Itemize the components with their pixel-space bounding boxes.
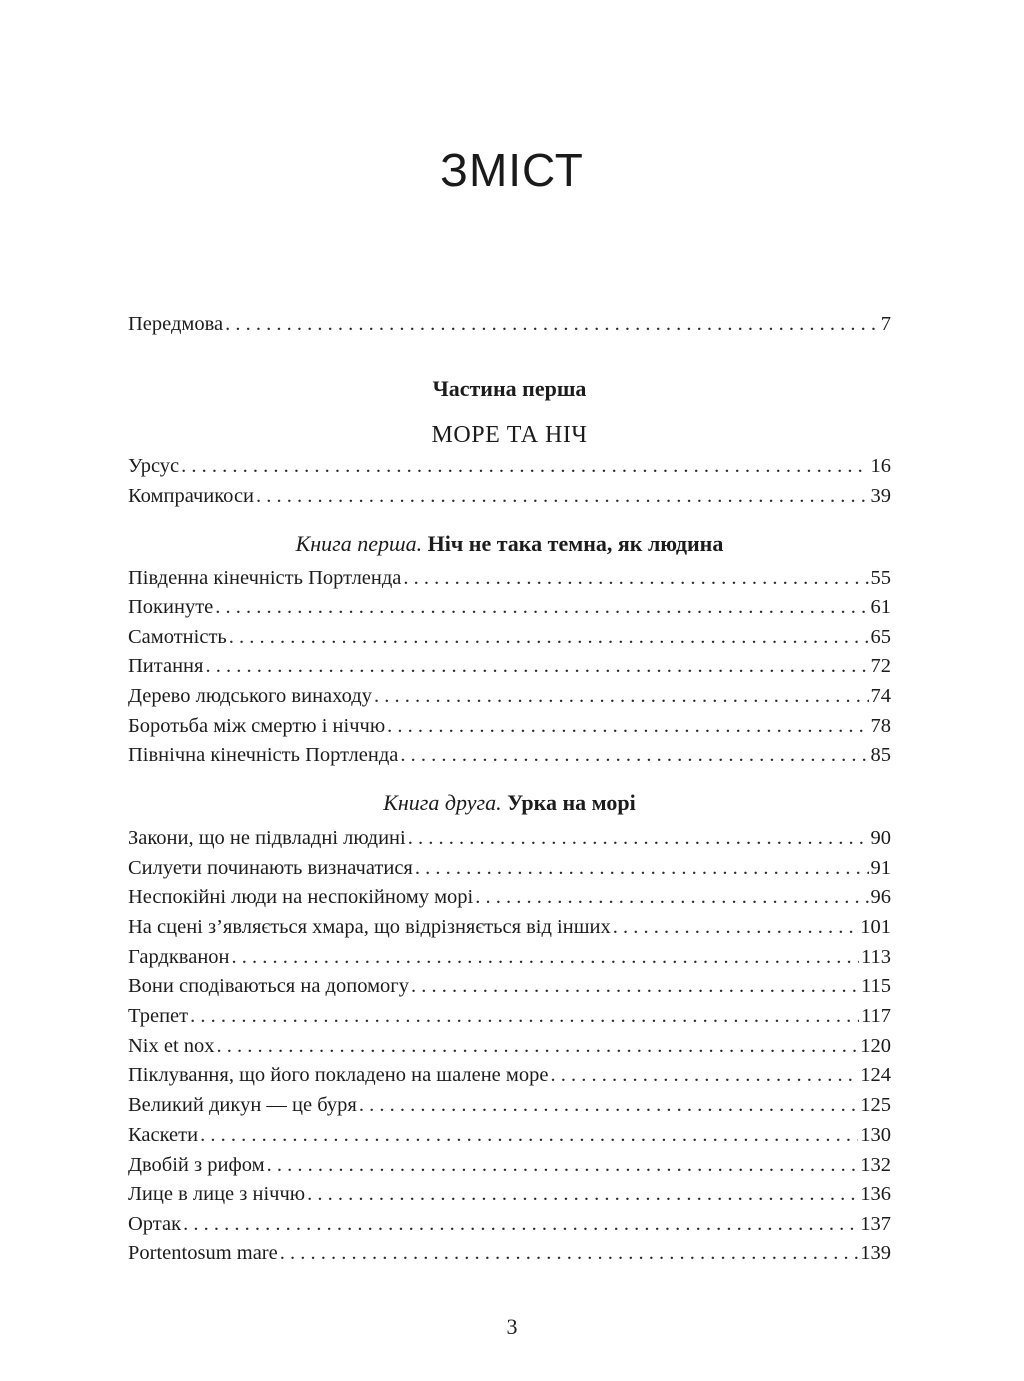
toc-entry-page: 16	[870, 455, 891, 477]
dot-leader	[400, 740, 868, 770]
book-title: Урка на морі	[507, 790, 636, 815]
toc-entry-title: Неспокійні люди на неспокійному морі	[128, 886, 474, 908]
dot-leader	[374, 681, 869, 711]
part-title: МОРЕ ТА НІЧ	[431, 422, 588, 448]
toc-entry-page: 90	[870, 827, 891, 849]
toc-entry[interactable]	[128, 681, 891, 711]
toc-entry-title: Силуети починають визначатися	[128, 857, 413, 879]
dot-leader	[387, 711, 868, 741]
toc-entry-title: Nix et nox	[128, 1035, 215, 1057]
toc-entry-page: 132	[860, 1154, 891, 1176]
toc-entry[interactable]	[128, 1150, 891, 1180]
toc-entry-page: 113	[861, 946, 891, 968]
dot-leader	[403, 563, 868, 593]
toc-entry[interactable]	[128, 1031, 891, 1061]
dot-leader	[232, 942, 859, 972]
toc-entry[interactable]	[128, 592, 891, 622]
dot-leader	[359, 1090, 858, 1120]
toc-entry[interactable]	[128, 1090, 891, 1120]
toc-entry-page: 139	[860, 1242, 891, 1264]
toc-entry-title: Гардкванон	[128, 946, 230, 968]
toc-entry-page: 7	[880, 313, 891, 335]
dot-leader	[475, 882, 868, 912]
toc-entry-preface[interactable]	[128, 309, 891, 339]
dot-leader	[190, 1001, 859, 1031]
book-title: Ніч не така темна, як людина	[427, 531, 724, 556]
dot-leader	[408, 823, 869, 853]
toc-entry-title: Ортак	[128, 1213, 182, 1235]
toc-entry-title: Компрачикоси	[128, 485, 255, 507]
toc-entry-page: 39	[870, 485, 891, 507]
toc-entry-page: 136	[860, 1183, 891, 1205]
dot-leader	[415, 853, 869, 883]
toc-entry[interactable]	[128, 1209, 891, 1239]
toc-entry-page: 117	[861, 1005, 891, 1027]
dot-leader	[613, 912, 859, 942]
toc-entry[interactable]	[128, 971, 891, 1001]
part-label: Частина перша	[432, 376, 587, 401]
toc-entry-page: 115	[861, 975, 891, 997]
toc-entry-title: Трепет	[128, 1005, 189, 1027]
toc-entry-title: Вони сподіваються на допомогу	[128, 975, 409, 997]
toc-entry-title: Закони, що не підвладні людині	[128, 827, 406, 849]
dot-leader	[256, 481, 868, 511]
dot-leader	[217, 1031, 859, 1061]
toc-entry-title: Самотність	[128, 626, 227, 648]
dot-leader	[411, 971, 859, 1001]
toc-entry-page: 74	[870, 685, 891, 707]
toc-entry-page: 137	[860, 1213, 891, 1235]
book-heading-2	[128, 786, 891, 820]
toc-entry[interactable]	[128, 1179, 891, 1209]
toc-entry-page: 91	[870, 857, 891, 879]
dot-leader	[267, 1150, 859, 1180]
dot-leader	[205, 651, 868, 681]
toc-entry[interactable]	[128, 1120, 891, 1150]
dot-leader	[200, 1120, 858, 1150]
toc-entry-page: 65	[870, 626, 891, 648]
toc-entry-page: 96	[870, 886, 891, 908]
toc-entry[interactable]	[128, 622, 891, 652]
toc-entry-title: Боротьба між смертю і ніччю	[128, 715, 386, 737]
dot-leader	[225, 309, 879, 339]
toc-entry[interactable]	[128, 1060, 891, 1090]
dot-leader	[181, 451, 868, 481]
toc-entry-title: Двобій з рифом	[128, 1154, 265, 1176]
toc-entry-title: Північна кінечність Портленда	[128, 744, 399, 766]
toc-entry-title: Піклування, що його покладено на шалене море	[128, 1064, 549, 1086]
toc-entry[interactable]	[128, 942, 891, 972]
toc-entry-page: 72	[870, 655, 891, 677]
toc-entry-title: Дерево людського винаходу	[128, 685, 372, 707]
dot-leader	[183, 1209, 858, 1239]
toc-entry[interactable]	[128, 651, 891, 681]
toc-entry-title: Великий дикун — це буря	[128, 1094, 357, 1116]
toc-entry-page: 61	[870, 596, 891, 618]
toc-entry-page: 124	[860, 1064, 891, 1086]
toc-entry[interactable]	[128, 1001, 891, 1031]
toc-entry-page: 120	[860, 1035, 891, 1057]
dot-leader	[280, 1238, 859, 1268]
toc-entry[interactable]	[128, 740, 891, 770]
toc-entry-title: Питання	[128, 655, 204, 677]
toc-entry[interactable]	[128, 912, 891, 942]
page-number: 3	[506, 1314, 518, 1339]
toc-entry[interactable]	[128, 481, 891, 511]
dot-leader	[550, 1060, 858, 1090]
dot-leader	[215, 592, 868, 622]
toc-entry[interactable]	[128, 711, 891, 741]
toc-entry-page: 130	[860, 1124, 891, 1146]
book-label: Книга друга.	[383, 790, 502, 815]
dot-leader	[307, 1179, 858, 1209]
toc-entry-title: Передмова	[128, 313, 224, 335]
toc-entry[interactable]	[128, 853, 891, 883]
toc-entry-title: Лице в лице з ніччю	[128, 1183, 306, 1205]
toc-entry-title: Portentosum mare	[128, 1242, 278, 1264]
book-label: Книга перша.	[295, 531, 423, 556]
page-title: ЗМІСТ	[440, 144, 584, 196]
toc-entry[interactable]	[128, 882, 891, 912]
toc-entry-title: На сцені з’являється хмара, що відрізняється від інших	[128, 916, 611, 938]
toc-entry[interactable]	[128, 451, 891, 481]
toc-entry-title: Урсус	[128, 455, 180, 477]
toc-entry-title: Каскети	[128, 1124, 199, 1146]
toc-entry-page: 55	[870, 567, 891, 589]
toc-entry[interactable]	[128, 563, 891, 593]
toc-entry-page: 101	[860, 916, 891, 938]
book-heading-1	[128, 527, 891, 561]
toc-entry-title: Покинуте	[128, 596, 214, 618]
toc-entry-page: 78	[870, 715, 891, 737]
toc-entry-title: Південна кінечність Портленда	[128, 567, 402, 589]
toc-entry-page: 125	[860, 1094, 891, 1116]
toc-entry[interactable]	[128, 1238, 891, 1268]
dot-leader	[229, 622, 869, 652]
toc-entry[interactable]	[128, 823, 891, 853]
toc-entry-page: 85	[870, 744, 891, 766]
